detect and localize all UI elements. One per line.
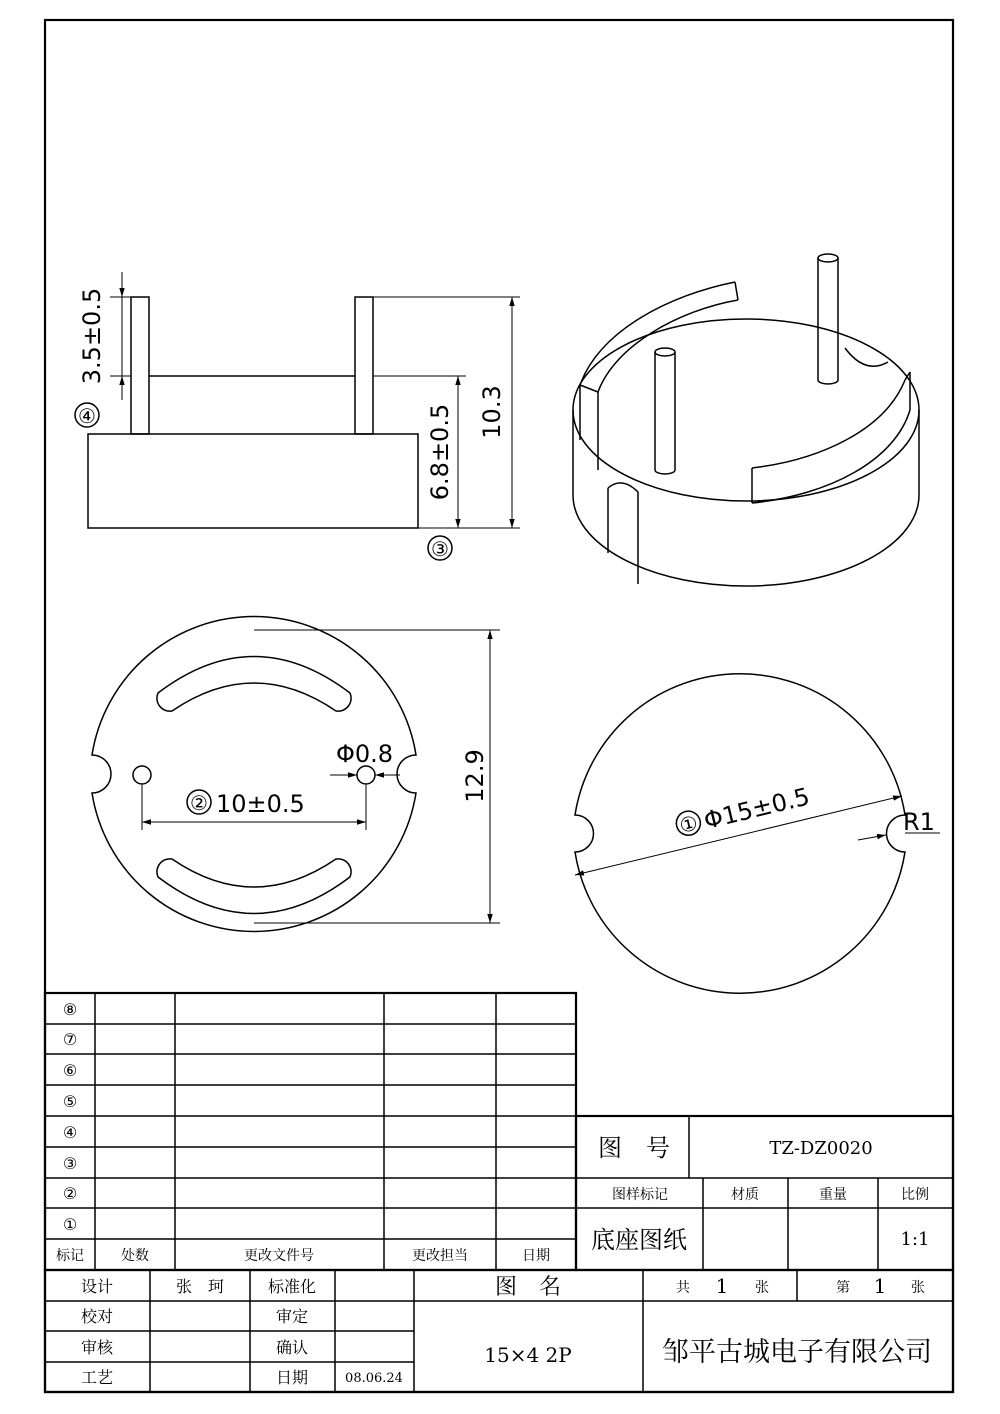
- drawing-no-label: 图 号: [598, 1134, 670, 1162]
- rev-header-count: 处数: [121, 1248, 149, 1264]
- outer-diameter-dim: Φ15±0.5: [701, 782, 813, 835]
- designer-name: 张 珂: [175, 1277, 225, 1296]
- label-review: 审核: [80, 1338, 114, 1357]
- pin-spacing-dim: 10±0.5: [216, 790, 305, 818]
- material-label: 材质: [731, 1187, 759, 1203]
- sheet-unit-1: 张: [755, 1280, 769, 1296]
- callout-2: ②: [190, 791, 208, 815]
- right-pin: [355, 297, 373, 434]
- sheet-no: 1: [873, 1274, 887, 1298]
- sign-block: [45, 1270, 953, 1392]
- sheet-unit-2: 张: [911, 1280, 925, 1296]
- rev-row-7: ⑦: [62, 1030, 78, 1049]
- drawing-type: 底座图纸: [591, 1226, 687, 1254]
- circle-view: [575, 674, 940, 993]
- rev-row-6: ⑥: [62, 1061, 78, 1080]
- label-confirm: 确认: [275, 1338, 309, 1357]
- scale-label: 比例: [901, 1187, 929, 1203]
- scale-value: 1:1: [900, 1229, 930, 1250]
- drawing-no: TZ-DZ0020: [769, 1138, 873, 1159]
- label-approve: 审定: [275, 1307, 309, 1326]
- rev-header-person: 更改担当: [412, 1248, 468, 1264]
- title-block: [576, 1116, 953, 1270]
- rev-row-4: ④: [62, 1123, 78, 1142]
- upper-slot: [157, 657, 351, 712]
- isometric-view: [573, 254, 919, 586]
- side-view: [75, 272, 520, 561]
- label-design: 设计: [80, 1277, 114, 1296]
- revision-table: [45, 993, 576, 1270]
- name-label: 图 名: [494, 1275, 562, 1300]
- rev-row-1: ①: [62, 1215, 78, 1234]
- rev-header-mark: 标记: [56, 1248, 84, 1264]
- rev-header-doc: 更改文件号: [244, 1248, 314, 1264]
- rev-row-2: ②: [62, 1184, 78, 1203]
- company-name: 邹平古城电子有限公司: [662, 1337, 932, 1368]
- drawing-frame: [45, 20, 953, 1392]
- pin-hole-left: [133, 766, 151, 784]
- label-process: 工艺: [80, 1368, 114, 1387]
- pin-length-dim: 3.5±0.5: [78, 287, 106, 385]
- bottom-view: [92, 617, 500, 932]
- notch-radius-dim: R1: [903, 808, 935, 836]
- mark-label: 图样标记: [612, 1187, 668, 1203]
- rev-row-5: ⑤: [62, 1092, 78, 1111]
- pin-hole-right: [357, 766, 375, 784]
- sheet-no-label: 第: [836, 1280, 850, 1296]
- rev-row-8: ⑧: [62, 1000, 78, 1019]
- rev-header-date: 日期: [522, 1248, 550, 1264]
- base-body: [88, 434, 418, 528]
- sheets-total: 1: [715, 1274, 729, 1298]
- pin-diameter-dim: Φ0.8: [336, 740, 394, 768]
- callout-1: ①: [677, 810, 701, 838]
- callout-3: ③: [431, 537, 449, 561]
- sign-date: 08.06.24: [345, 1371, 403, 1386]
- label-standard: 标准化: [267, 1277, 317, 1296]
- sheets-total-label: 共: [676, 1280, 690, 1296]
- base-height-dim: 6.8±0.5: [426, 403, 454, 501]
- weight-label: 重量: [819, 1187, 847, 1203]
- part-name: 15×4 2P: [484, 1343, 572, 1367]
- label-check: 校对: [80, 1307, 114, 1326]
- left-pin: [131, 297, 149, 434]
- rev-row-3: ③: [62, 1154, 78, 1173]
- label-date: 日期: [275, 1368, 309, 1387]
- lower-slot: [157, 859, 351, 914]
- width-dim: 12.9: [461, 749, 489, 803]
- total-height-dim: 10.3: [478, 385, 506, 439]
- callout-4: ④: [78, 404, 96, 428]
